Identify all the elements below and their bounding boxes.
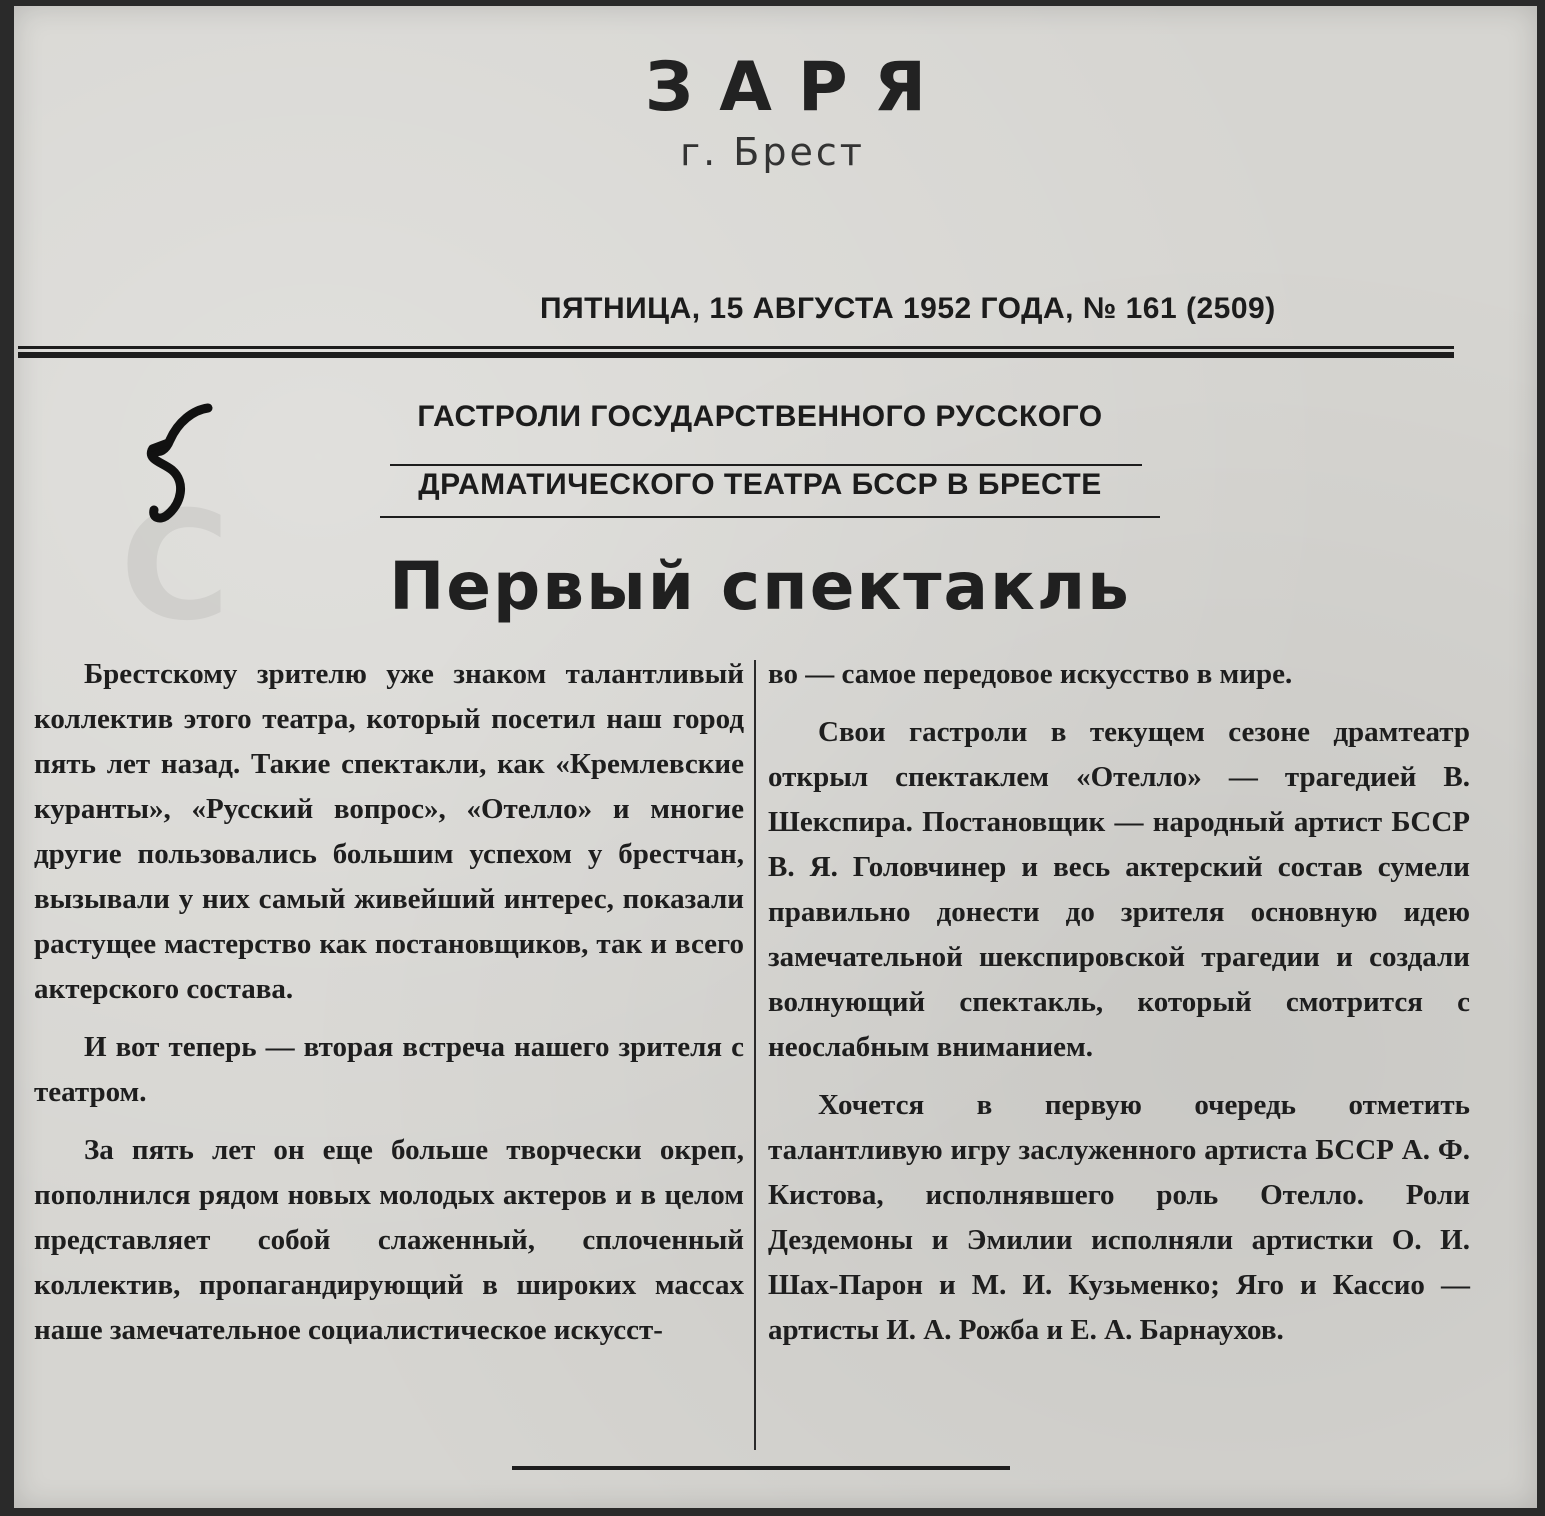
article-paragraph: Свои гастроли в текущем сезоне драмтеатр открыл спектаклем «Отелло» — трагедией В. Шекспира. Постановщик — народный артист БССР В. Я. Головчинер и весь актерский состав сумели правильно донести до зрителя основную идею замечательной шекспировской трагедии и создали волнующий спектакль, который смотрится с неослабным вниманием. — [768, 716, 1470, 1063]
rubric-rule — [390, 464, 1142, 466]
header-rule-thin — [18, 346, 1454, 349]
show-through-ghost: С — [120, 480, 231, 654]
article-column-right — [768, 652, 1470, 1366]
issue-dateline: ПЯТНИЦА, 15 АВГУСТА 1952 ГОДА, № 161 (2509) — [540, 292, 1276, 325]
handwritten-number-icon — [138, 400, 228, 530]
handwritten-number — [138, 400, 228, 530]
article-paragraph: И вот теперь — вторая встреча нашего зрителя с театром. — [34, 1031, 744, 1108]
article-paragraph: Хочется в первую очередь отметить талантливую игру заслуженного артиста БССР А. Ф. Кистова, исполнявшего роль Отелло. Роли Дездемоны и Эмилии исполняли артистки О. И. Шах-Парон и М. И. Кузьменко; Яго и Кассио — артисты И. А. Рожба и Е. А. Барнаухов. — [768, 1089, 1470, 1346]
header-rule-thick — [18, 352, 1454, 358]
rubric-rule-bottom — [380, 516, 1160, 518]
article-column-left — [34, 652, 744, 1366]
rubric-line-2: ДРАМАТИЧЕСКОГО ТЕАТРА БССР В БРЕСТЕ — [418, 468, 1102, 501]
column-divider — [754, 660, 756, 1450]
article-paragraph: За пять лет он еще больше творчески окреп, пополнился рядом новых молодых актеров и в целом представляет собой слаженный, сплоченный коллектив, пропагандирующий в широких массах наше замечательное социалистическое искусст- — [34, 1134, 744, 1346]
article-end-rule — [512, 1466, 1010, 1470]
article-paragraph: Брестскому зрителю уже знаком талантливый коллектив этого театра, который посетил наш город пять лет назад. Такие спектакли, как «Кремлевские куранты», «Русский вопрос», «Отелло» и многие другие пользовались большим успехом у брестчан, вызывали у них самый живейший интерес, показали растущее мастерство как постановщиков, так и всего актерского состава. — [34, 658, 744, 1005]
article-paragraph: во — самое передовое искусство в мире. — [768, 658, 1293, 690]
newspaper-title: ЗАРЯ — [644, 48, 953, 127]
newspaper-city: г. Брест — [680, 130, 865, 174]
rubric-line-1: ГАСТРОЛИ ГОСУДАРСТВЕННОГО РУССКОГО — [417, 400, 1103, 433]
article-headline: Первый спектакль — [389, 548, 1131, 625]
